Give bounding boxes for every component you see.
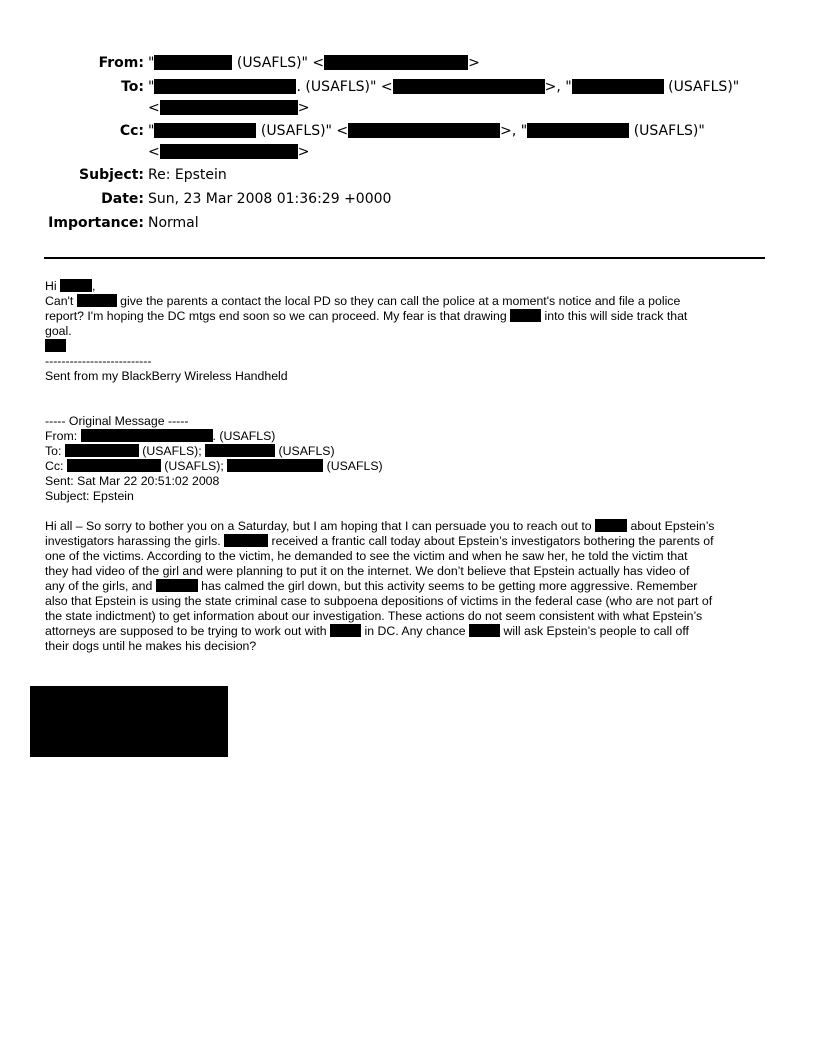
header-divider [44, 257, 765, 259]
importance-label: Importance: [48, 215, 144, 231]
redaction [160, 144, 298, 159]
original-to: To: (USAFLS); (USAFLS) [45, 444, 335, 458]
importance-row [0, 214, 816, 232]
redaction [154, 123, 256, 138]
cc-row [0, 122, 816, 140]
to-value: " . (USAFLS)" < >, " (USAFLS)" [148, 79, 740, 95]
date-value: Sun, 23 Mar 2008 01:36:29 +0000 [148, 191, 392, 207]
subject-row [0, 166, 816, 184]
redaction [60, 279, 92, 292]
original-subject: Subject: Epstein [45, 489, 134, 503]
signature: Sent from my BlackBerry Wireless Handheld [45, 369, 288, 383]
redaction [154, 55, 232, 70]
greeting: Hi [45, 279, 57, 293]
redaction [65, 444, 139, 457]
original-from: From: . (USAFLS) [45, 429, 276, 443]
redaction [67, 459, 161, 472]
cc-label: Cc: [119, 123, 144, 139]
redaction [154, 79, 296, 94]
redaction [527, 123, 629, 138]
redaction [81, 429, 213, 442]
date-label: Date: [101, 191, 144, 207]
subject-value: Re: Epstein [148, 167, 227, 183]
original-cc: Cc: (USAFLS); (USAFLS) [45, 459, 383, 473]
redaction [324, 55, 468, 70]
redaction [227, 459, 323, 472]
cc-value: " (USAFLS)" < >, " (USAFLS)" [148, 123, 705, 139]
signature-block-redaction [30, 686, 228, 757]
original-message-header [45, 414, 771, 504]
reply-body: Hi , Can't give the parents a contact the local PD so they can call the police at a moment's notice and file a police report? I'm hoping the DC mtgs end soon so we can proceed. My fear is that drawing into this will side track that goal. -------------------------- Sent from my BlackBerry Wireless Handheld [45, 279, 771, 384]
subject-label: Subject: [79, 167, 144, 183]
cc-row-cont: < > [148, 144, 310, 160]
redaction [330, 624, 361, 637]
redaction [595, 519, 627, 532]
date-row [0, 190, 816, 208]
redaction [393, 79, 545, 94]
importance-value: Normal [148, 215, 199, 231]
from-value: " (USAFLS)" < > [148, 55, 480, 71]
redaction [45, 339, 66, 352]
redaction [77, 294, 117, 307]
redaction [469, 624, 500, 637]
redaction [224, 534, 268, 547]
signature-separator: -------------------------- [45, 354, 152, 368]
to-row [0, 78, 816, 96]
redaction [348, 123, 500, 138]
from-row [0, 54, 816, 72]
original-message-banner: ----- Original Message ----- [45, 414, 189, 428]
redaction [572, 79, 664, 94]
redaction [205, 444, 275, 457]
redaction [510, 309, 541, 322]
to-label: To: [121, 79, 144, 95]
redaction [156, 579, 198, 592]
original-message-body: Hi all – So sorry to bother you on a Saturday, but I am hoping that I can persuade you to reach out to about Epstein’s investigators harassing the girls. received a frantic call today about Epstein’s investigators bothering the parents of one of the victims. According to the victim, he demanded to see the victim and when he saw her, he told the victim that they had video of the girl and were planning to put it on the internet. We don’t believe that Epstein actually has video of any of the girls, and has calmed the girl down, but this activity seems to be getting more aggressive. Remember also that Epstein is using the state criminal case to subpoena depositions of victims in the federal case (who are not part of the state indictment) to get information about our investigation. These actions do not seem consistent with what Epstein’s attorneys are supposed to be trying to work out with in DC. Any chance will ask Epstein’s people to call off their dogs until he makes his decision? [45, 519, 715, 653]
from-label: From: [98, 55, 144, 71]
original-sent: Sent: Sat Mar 22 20:51:02 2008 [45, 474, 220, 488]
redaction [160, 100, 298, 115]
to-row-cont: < > [148, 100, 310, 116]
